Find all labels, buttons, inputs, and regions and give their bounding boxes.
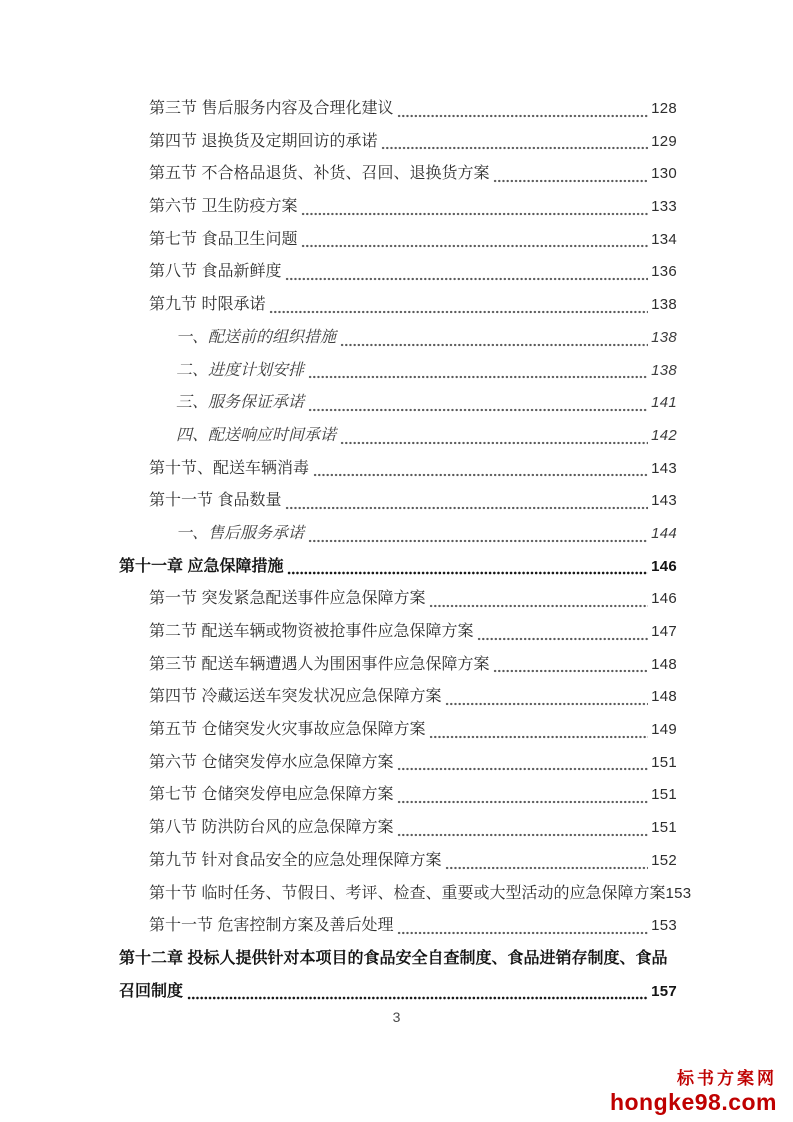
toc-leader-dots [285,277,648,281]
toc-leader-dots [397,833,648,837]
toc-page-number: 138 [651,328,677,346]
toc-page-number: 143 [651,492,677,510]
toc-entry[interactable] [119,453,677,486]
toc-entry[interactable] [119,126,677,159]
toc-leader-dots [397,767,648,771]
toc-entry[interactable] [119,714,677,747]
toc-entry-title: 第七节 仓储突发停电应急保障方案 [149,786,394,804]
watermark-domain: hongke98.com [609,1089,777,1115]
toc-entry-title: 三、服务保证承诺 [176,394,305,412]
toc-leader-dots [285,506,648,510]
toc-leader-dots [340,441,648,445]
toc-page-number: 153 [665,884,692,902]
toc-page-number: 151 [651,786,677,804]
toc-entry-title: 第五节 不合格品退货、补货、召回、退换货方案 [149,165,490,183]
toc-page-number: 151 [651,819,677,837]
toc-entry[interactable] [119,551,677,584]
toc-page-number: 152 [651,851,677,869]
toc-entry[interactable] [119,355,677,388]
toc-entry-title: 第二节 配送车辆或物资被抢事件应急保障方案 [149,623,474,640]
toc-page-number: 147 [651,623,677,640]
toc-entry[interactable] [119,387,677,420]
toc-entry[interactable] [119,812,677,845]
toc-entry-title: 第四节 退换货及定期回访的承诺 [149,132,378,150]
toc-page-number: 136 [651,263,677,281]
toc-leader-dots [493,179,648,183]
toc-entry[interactable] [119,845,677,878]
toc-leader-dots [493,669,648,673]
toc-page-number: 138 [651,296,677,314]
toc-entry[interactable] [119,649,677,682]
toc-entry-title: 四、配送响应时间承诺 [176,426,337,444]
toc-page-number: 142 [651,426,677,444]
table-of-contents [119,93,692,1008]
toc-entry[interactable] [119,616,677,649]
toc-page-number: 153 [651,917,677,935]
toc-entry-title: 二、进度计划安排 [176,361,305,379]
toc-entry[interactable] [119,224,677,257]
toc-leader-dots [313,473,648,477]
toc-leader-dots [301,244,648,248]
toc-entry-title: 第九节 时限承诺 [149,296,266,314]
toc-page-number: 151 [651,753,677,771]
toc-page-number: 141 [651,394,677,412]
toc-page-number: 148 [651,655,677,673]
toc-entry-title: 第十二章 投标人提供针对本项目的食品安全自查制度、食品进销存制度、食品 [119,949,668,967]
toc-entry-title: 第十节 临时任务、节假日、考评、检查、重要或大型活动的应急保障方案 [149,884,666,902]
toc-leader-dots [397,931,648,935]
toc-entry[interactable] [119,976,677,1009]
toc-page-number: 143 [651,459,677,477]
toc-entry-title: 第九节 针对食品安全的应急处理保障方案 [149,851,442,869]
toc-entry-title: 第一节 突发紧急配送事件应急保障方案 [149,590,426,608]
toc-entry-title: 第十节、配送车辆消毒 [149,459,310,477]
toc-page-number: 148 [651,688,677,706]
toc-entry[interactable] [119,518,677,551]
toc-page-number: 129 [651,132,677,150]
toc-page-number: 146 [651,590,677,608]
toc-entry[interactable] [119,158,677,191]
page-number-footer: 3 [392,1009,401,1025]
toc-entry-title: 第六节 卫生防疫方案 [149,198,298,216]
watermark-site-name: 标书方案网 [677,1069,777,1088]
toc-entry-title: 第十一章 应急保障措施 [119,557,284,575]
toc-leader-dots [445,866,648,870]
toc-entry[interactable] [119,93,677,126]
toc-leader-dots [301,212,648,216]
toc-leader-dots [477,637,648,641]
toc-entry[interactable] [119,191,677,224]
toc-entry[interactable] [119,420,677,453]
toc-entry-title: 第三节 售后服务内容及合理化建议 [149,100,394,117]
toc-leader-dots [308,539,648,543]
toc-leader-dots [429,604,648,608]
toc-entry[interactable] [119,943,677,976]
toc-entry[interactable] [119,681,677,714]
toc-leader-dots [287,571,648,575]
toc-page-number: 134 [651,230,677,248]
toc-entry-title: 第七节 食品卫生问题 [149,230,298,248]
toc-leader-dots [445,702,648,706]
toc-page-number: 130 [651,165,677,183]
toc-page-number: 133 [651,198,677,216]
toc-leader-dots [429,735,648,739]
toc-entry-title: 第八节 防洪防台风的应急保障方案 [149,819,394,837]
toc-entry[interactable] [119,583,677,616]
toc-entry-title: 召回制度 [119,982,184,1000]
toc-leader-dots [381,146,648,150]
toc-leader-dots [308,375,648,379]
toc-entry-title: 第八节 食品新鲜度 [149,263,282,281]
toc-leader-dots [397,800,648,804]
toc-page-number: 157 [651,982,677,1000]
toc-entry-title: 第五节 仓储突发火灾事故应急保障方案 [149,721,426,739]
toc-leader-dots [308,408,648,412]
toc-page-number: 128 [651,100,677,117]
toc-entry-title: 一、配送前的组织措施 [176,328,337,346]
toc-page-number: 149 [651,721,677,739]
toc-leader-dots [187,996,648,1000]
toc-entry[interactable] [119,779,677,812]
toc-entry-title: 第三节 配送车辆遭遇人为围困事件应急保障方案 [149,655,490,673]
toc-entry[interactable] [119,289,677,322]
toc-page-number: 138 [651,361,677,379]
toc-leader-dots [269,310,648,314]
toc-entry-title: 第十一节 危害控制方案及善后处理 [149,917,394,935]
toc-leader-dots [397,114,648,118]
toc-entry[interactable] [119,485,677,518]
toc-entry[interactable] [119,256,677,289]
toc-entry[interactable] [119,910,677,943]
toc-page-number: 146 [651,557,677,575]
toc-entry[interactable] [119,747,677,780]
toc-entry[interactable] [119,322,677,355]
toc-entry-title: 第四节 冷藏运送车突发状况应急保障方案 [149,688,442,706]
watermark-logo [610,1068,777,1114]
toc-page-number: 144 [651,524,677,542]
toc-entry-title: 一、售后服务承诺 [176,524,305,542]
toc-entry-title: 第六节 仓储突发停水应急保障方案 [149,753,394,771]
toc-leader-dots [340,343,648,347]
toc-entry-title: 第十一节 食品数量 [149,492,282,510]
toc-entry[interactable] [119,878,692,911]
